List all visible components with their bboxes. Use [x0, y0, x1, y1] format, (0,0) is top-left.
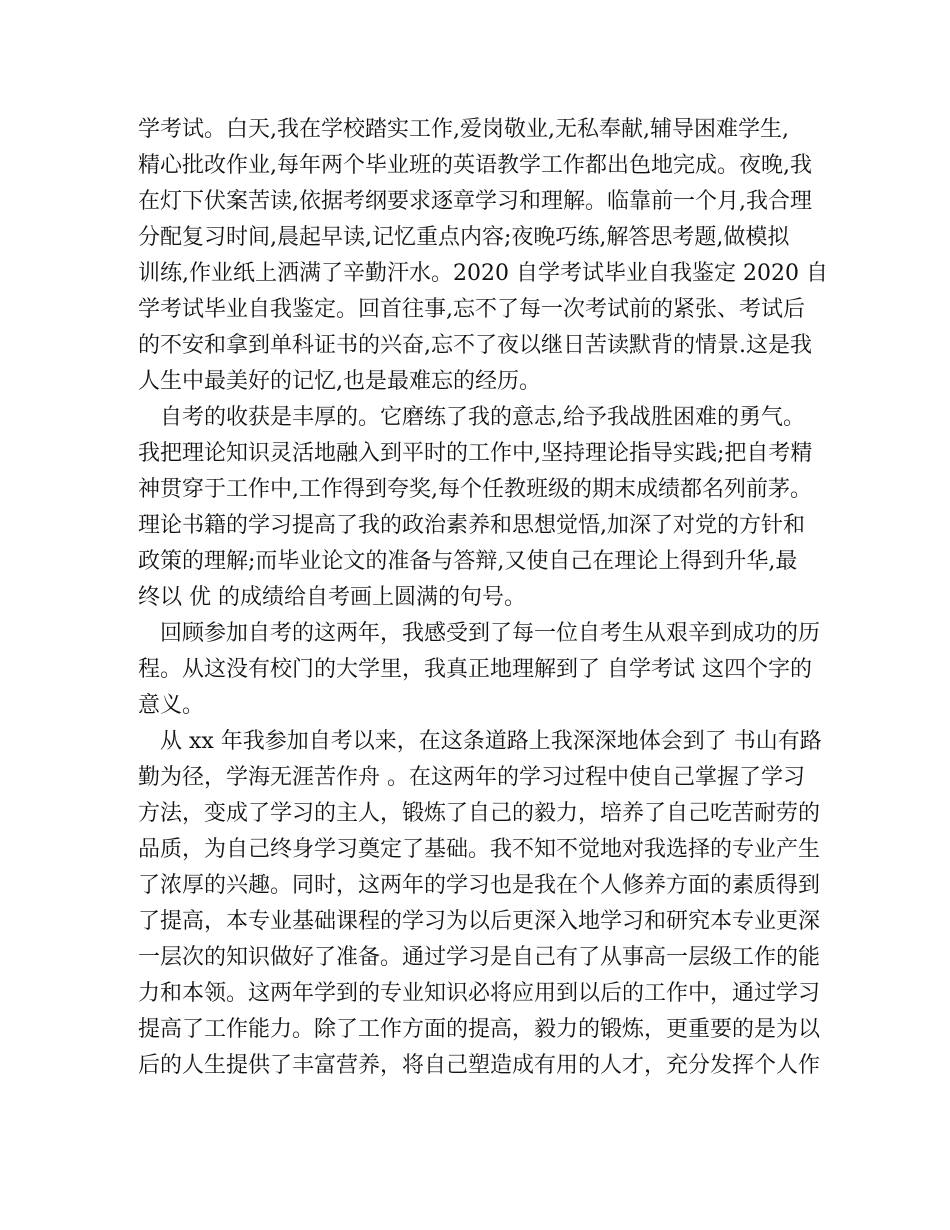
text-line: 精心批改作业,每年两个毕业班的英语教学工作都出色地完成。夜晚,我 — [138, 153, 812, 178]
paragraph-first-line: 从 xx 年我参加自考以来，在这条道路上我深深地体会到了 书山有路 — [160, 729, 822, 754]
text-line: 学考试毕业自我鉴定。回首往事,忘不了每一次考试前的紧张、考试后 — [138, 297, 805, 322]
text-line: 了提高，本专业基础课程的学习为以后更深入地学习和研究本专业更深 — [138, 909, 821, 934]
paragraph-first-line: 回顾参加自考的这两年，我感受到了每一位自考生从艰辛到成功的历 — [160, 621, 821, 646]
text-line: 程。从这没有校门的大学里，我真正地理解到了 自学考试 这四个字的 — [138, 657, 812, 682]
text-line: 后的人生提供了丰富营养，将自己塑造成有用的人才，充分发挥个人作 — [138, 1053, 821, 1078]
text-line: 方法，变成了学习的主人，锻炼了自己的毅力，培养了自己吃苦耐劳的 — [138, 801, 821, 826]
text-line: 力和本领。这两年学到的专业知识必将应用到以后的工作中，通过学习 — [138, 981, 821, 1006]
text-line: 人生中最美好的记忆,也是最难忘的经历。 — [138, 369, 541, 394]
text-line: 理论书籍的学习提高了我的政治素养和思想觉悟,加深了对党的方针和 — [138, 513, 805, 538]
text-line: 学考试。白天,我在学校踏实工作,爱岗敬业,无私奉献,辅导困难学生, — [138, 117, 789, 142]
text-line: 政策的理解;而毕业论文的准备与答辩,又使自己在理论上得到升华,最 — [138, 549, 798, 574]
text-line: 在灯下伏案苦读,依据考纲要求逐章学习和理解。临靠前一个月,我合理 — [138, 189, 812, 214]
text-line: 勤为径，学海无涯苦作舟 。在这两年的学习过程中使自己掌握了学习 — [138, 765, 805, 790]
text-line: 提高了工作能力。除了工作方面的提高，毅力的锻炼，更重要的是为以 — [138, 1017, 821, 1042]
text-line: 我把理论知识灵活地融入到平时的工作中,坚持理论指导实践;把自考精 — [138, 441, 813, 466]
text-line: 的不安和拿到单科证书的兴奋,忘不了夜以继日苦读默背的情景.这是我 — [138, 333, 812, 358]
text-line: 神贯穿于工作中,工作得到夸奖,每个任教班级的期末成绩都名列前茅。 — [138, 477, 812, 502]
text-line: 意义。 — [138, 693, 205, 718]
paragraph-first-line: 自考的收获是丰厚的。它磨练了我的意志,给予我战胜困难的勇气。 — [160, 405, 805, 430]
text-line: 品质，为自己终身学习奠定了基础。我不知不觉地对我选择的专业产生 — [138, 837, 821, 862]
text-line: 一层次的知识做好了准备。通过学习是自己有了从事高一层级工作的能 — [138, 945, 821, 970]
text-line: 分配复习时间,晨起早读,记忆重点内容;夜晚巧练,解答思考题,做模拟 — [138, 225, 790, 250]
text-line: 了浓厚的兴趣。同时，这两年的学习也是我在个人修养方面的素质得到 — [138, 873, 821, 898]
text-line: 训练,作业纸上洒满了辛勤汗水。2020 自学考试毕业自我鉴定 2020 自 — [138, 261, 828, 286]
text-line: 终以 优 的成绩给自考画上圆满的句号。 — [138, 585, 526, 610]
